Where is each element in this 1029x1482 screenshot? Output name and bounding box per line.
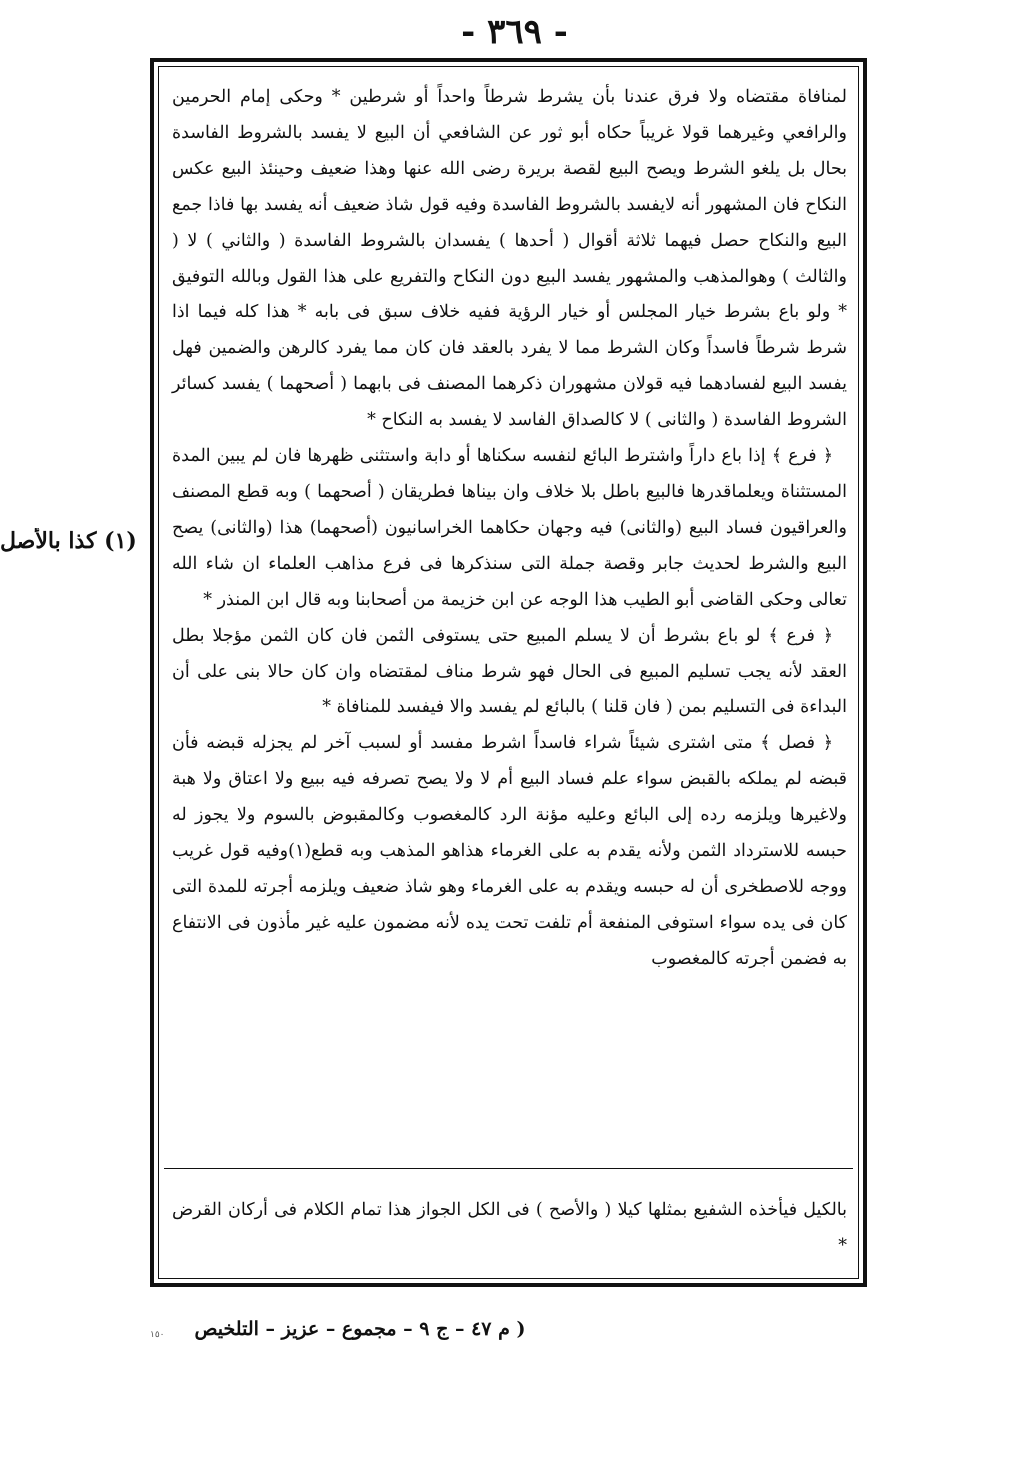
paragraph-3: ﴿ فرع ﴾ لو باع بشرط أن لا يسلم المبيع حتى يستوفى الثمن فان كان الثمن مؤجلا بطل العقد لأنه يجب تسليم المبيع فى الحال فهو شرط مناف لمقتضاه وان كان حالا بنى على أن البداءة فى التسليم بمن ( فان قلنا ) بالبائع لم يفسد والا فيفسد للمنافاة *: [172, 625, 847, 718]
paragraph-1: لمنافاة مقتضاه ولا فرق عندنا بأن يشرط شرطاً واحداً أو شرطين * وحكى إمام الحرمين والرافعي وغيرهما قولا غريباً حكاه أبو ثور عن الشافعي أن البيع لا يفسد بالشروط الفاسدة بحال بل يلغو الشرط ويصح البيع لقصة بريرة رضى الله عنها وهذا ضعيف وحينئذ البيع عكس النكاح فان المشهور أنه لايفسد بالشروط الفاسدة وفيه قول شاذ ضعيف أنه يفسد بها فاذا جمع البيع والنكاح حصل فيهما ثلاثة أقوال ( أحدها ) يفسدان بالشروط الفاسدة ( والثاني ) لا ( والثالث ) وهوالمذهب والمشهور يفسد البيع دون النكاح والتفريع على هذا القول وبالله التوفيق * ولو باع بشرط خيار المجلس أو خيار الرؤية ففيه خلاف سبق فى بابه * هذا كله فيما اذا شرط شرطاً فاسداً وكان الشرط مما لا يفرد بالعقد فان كان مما يفرد كالرهن والضمين فهل يفسد البيع لفسادهما فيه قولان مشهوران ذكرهما المصنف فى بابهما ( أصحهما ) يفسد كسائر الشروط الفاسدة ( والثانى ) لا كالصداق الفاسد لا يفسد به النكاح *: [172, 87, 847, 431]
page-number: - ٣٦٩ -: [461, 12, 568, 52]
footnote-text: بالكيل فيأخذه الشفيع بمثلها كيلا ( والأصح ) فى الكل الجواز هذا تمام الكلام فى أركان القرض *: [172, 1200, 847, 1256]
footnote-separator: [164, 1168, 853, 1169]
page-footer: ( م ٤٧ – ج ٩ – مجموع – عزيز – التلخيص: [194, 1318, 526, 1340]
paragraph-2: ﴿ فرع ﴾ إذا باع داراً واشترط البائع لنفسه سكناها أو دابة واستثنى ظهرها فان لم يبين المدة المستثناة ويعلماقدرها فالبيع باطل بلا خلاف وان بيناها فطريقان ( أصحهما ) وبه قطع المصنف والعراقيون فساد البيع (والثانى) فيه وجهان حكاهما الخراسانيون (أصحهما) هذا (والثانى) يصح البيع والشرط لحديث جابر وقصة جملة التى سنذكرها فى فرع مذاهب العلماء ان شاء الله تعالى وحكى القاضى أبو الطيب هذا الوجه عن ابن خزيمة من أصحابنا وبه قال ابن المنذر *: [172, 446, 847, 610]
footer-mark: ١٥٠: [150, 1330, 165, 1340]
main-text-body: [172, 80, 847, 978]
paragraph-4: ﴿ فصل ﴾ متى اشترى شيئاً شراء فاسداً اشرط مفسد أو لسبب آخر لم يجزله قبضه فأن قبضه لم يملكه بالقبض سواء علم فساد البيع أم لا ولا يصح تصرفه فيه ببيع ولا اعتاق ولا هبة ولاغيرها ويلزمه رده إلى البائع وعليه مؤنة الرد كالمغصوب وكالمقبوض بالسوم ولا يجوز له حبسه للاسترداد الثمن ولأنه يقدم به على الغرماء هذاهو المذهب وبه قطع(١)وفيه قول غريب ووجه للاصطخرى أن له حبسه ويقدم به على الغرماء وهو شاذ ضعيف ويلزمه أجرته للمدة التى كان فى يده سواء استوفى المنفعة أم تلفت تحت يده لأنه مضمون عليه غير مأذون فى الانتفاع به فضمن أجرته كالمغصوب: [172, 733, 847, 969]
margin-note: (١) كذا بالأصل: [0, 528, 137, 554]
